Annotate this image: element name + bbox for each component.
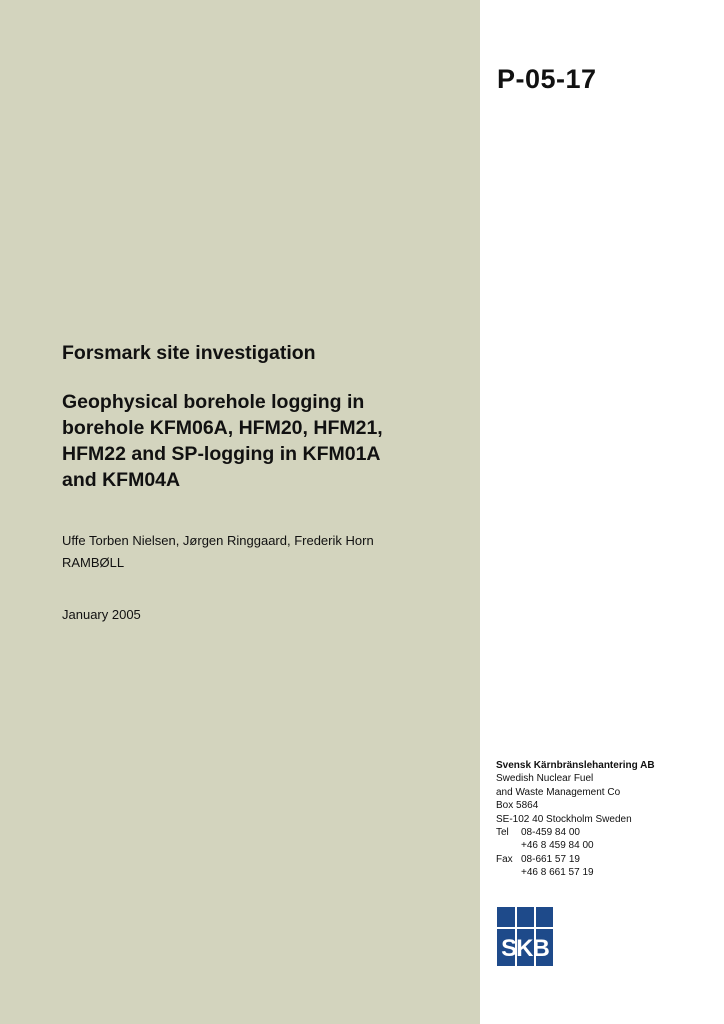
contact-value: +46 8 661 57 19 (521, 867, 594, 879)
contact-label (496, 866, 521, 879)
publisher-line: and Waste Management Co (496, 786, 621, 798)
series-title: Forsmark site investigation (62, 342, 316, 364)
contact-label: Fax (496, 853, 513, 865)
title-line: and KFM04A (62, 469, 181, 491)
contact-row (496, 853, 716, 866)
contact-value: +46 8 459 84 00 (521, 840, 594, 852)
publisher-block (496, 759, 716, 880)
contact-row (496, 839, 716, 852)
contact-row (496, 826, 716, 839)
publisher-name: Svensk Kärnbränslehantering AB (496, 760, 655, 771)
publisher-line: Box 5864 (496, 800, 539, 812)
contact-value: 08-459 84 00 (521, 827, 580, 839)
authors: Uffe Torben Nielsen, Jørgen Ringgaard, Frederik Horn (62, 533, 374, 548)
logo-text: SKB (501, 935, 549, 962)
contact-row (496, 866, 716, 879)
contact-label (496, 839, 521, 852)
skb-logo (497, 907, 553, 966)
organization: RAMBØLL (62, 555, 125, 570)
contact-value: 08-661 57 19 (521, 853, 580, 865)
title-line: HFM22 and SP-logging in KFM01A (62, 443, 381, 465)
publisher-line: Swedish Nuclear Fuel (496, 773, 594, 785)
contact-label: Tel (496, 827, 509, 839)
publication-date: January 2005 (62, 607, 141, 622)
author-block (62, 530, 374, 574)
publisher-line: SE-102 40 Stockholm Sweden (496, 813, 632, 825)
title-line: Geophysical borehole logging in (62, 391, 365, 413)
report-title (62, 389, 472, 493)
title-line: borehole KFM06A, HFM20, HFM21, (62, 417, 383, 439)
report-number: P-05-17 (497, 64, 597, 94)
